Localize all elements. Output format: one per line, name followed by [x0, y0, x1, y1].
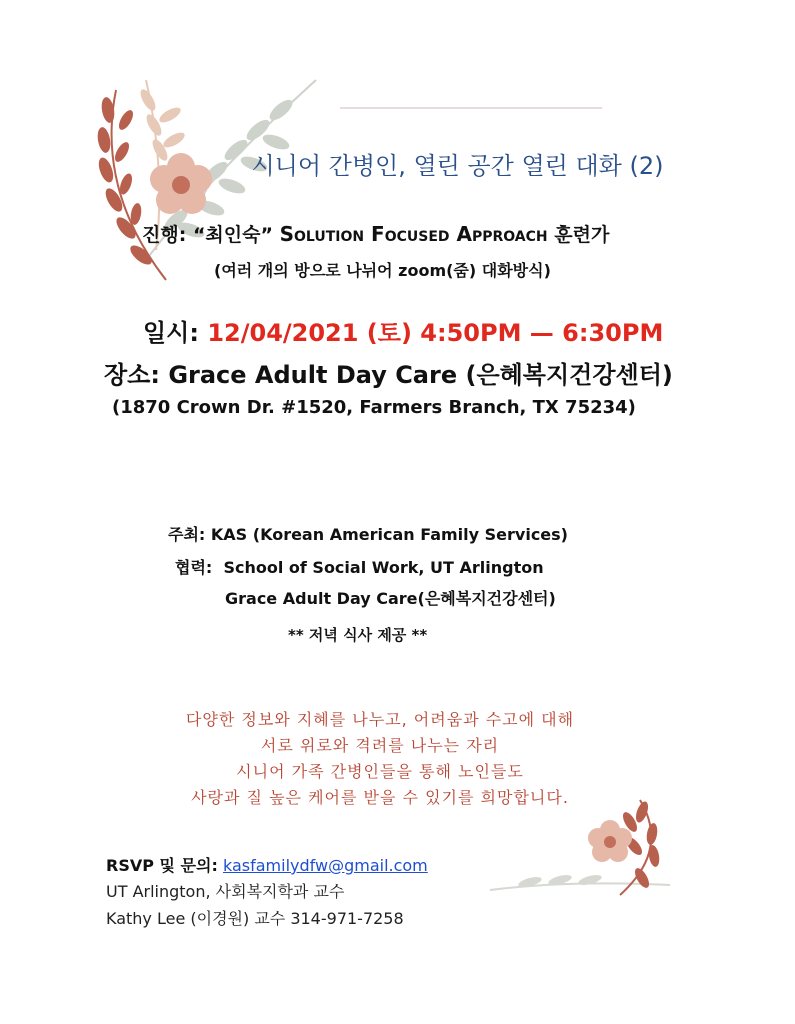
place-label: 장소:: [104, 361, 160, 389]
presenter-label: 진행:: [142, 224, 187, 246]
cooperation-item: Grace Adult Day Care(은혜복지건강센터): [225, 589, 556, 608]
presenter-approach: Solution Focused Approach: [279, 222, 548, 246]
presenter-line: [142, 220, 609, 247]
decorative-divider: [340, 107, 602, 109]
contact-line: UT Arlington, 사회복지학과 교수: [106, 882, 345, 901]
place-value: Grace Adult Day Care (은혜복지건강센터): [168, 361, 673, 389]
contact-line: Kathy Lee (이경원) 교수 314-971-7258: [106, 909, 404, 928]
cooperation-item: School of Social Work, UT Arlington: [223, 558, 544, 577]
cooperation-line: [175, 555, 544, 578]
message-line: 서로 위로와 격려를 나누는 자리: [260, 736, 500, 755]
host-line: [168, 522, 568, 545]
event-address: (1870 Crown Dr. #1520, Farmers Branch, TX 75234): [112, 397, 636, 418]
event-datetime: [143, 313, 663, 348]
dinner-note: ** 저녁 식사 제공 **: [288, 626, 428, 644]
page-title: 시니어 간병인, 열린 공간 열린 대화 (2): [251, 152, 664, 180]
message-line: 시니어 가족 간병인들을 통해 노인들도: [236, 762, 524, 781]
rsvp-email-link[interactable]: kasfamilydfw@gmail.com: [222, 856, 428, 875]
rsvp-line: [106, 853, 428, 876]
cooperation-label: 협력:: [175, 558, 213, 577]
presenter-name: “최인숙”: [192, 224, 273, 246]
datetime-value: 12/04/2021 (토) 4:50PM — 6:30PM: [207, 319, 664, 347]
event-place: [104, 355, 673, 390]
presenter-role: 훈련가: [554, 224, 610, 246]
floral-ornament-bottom: [470, 790, 680, 900]
flower-icon: [588, 820, 632, 862]
message-line: 사랑과 질 높은 케어를 받을 수 있기를 희망합니다.: [191, 788, 569, 807]
rsvp-label: RSVP 및 문의:: [106, 856, 218, 875]
datetime-label: 일시:: [143, 319, 199, 347]
host-label: 주최:: [168, 525, 206, 544]
host-value: KAS (Korean American Family Services): [210, 525, 568, 544]
meeting-method: (여러 개의 방으로 나뉘어 zoom(줌) 대화방식): [214, 261, 551, 280]
message-line: 다양한 정보와 지혜를 나누고, 어려움과 수고에 대해: [185, 710, 575, 729]
